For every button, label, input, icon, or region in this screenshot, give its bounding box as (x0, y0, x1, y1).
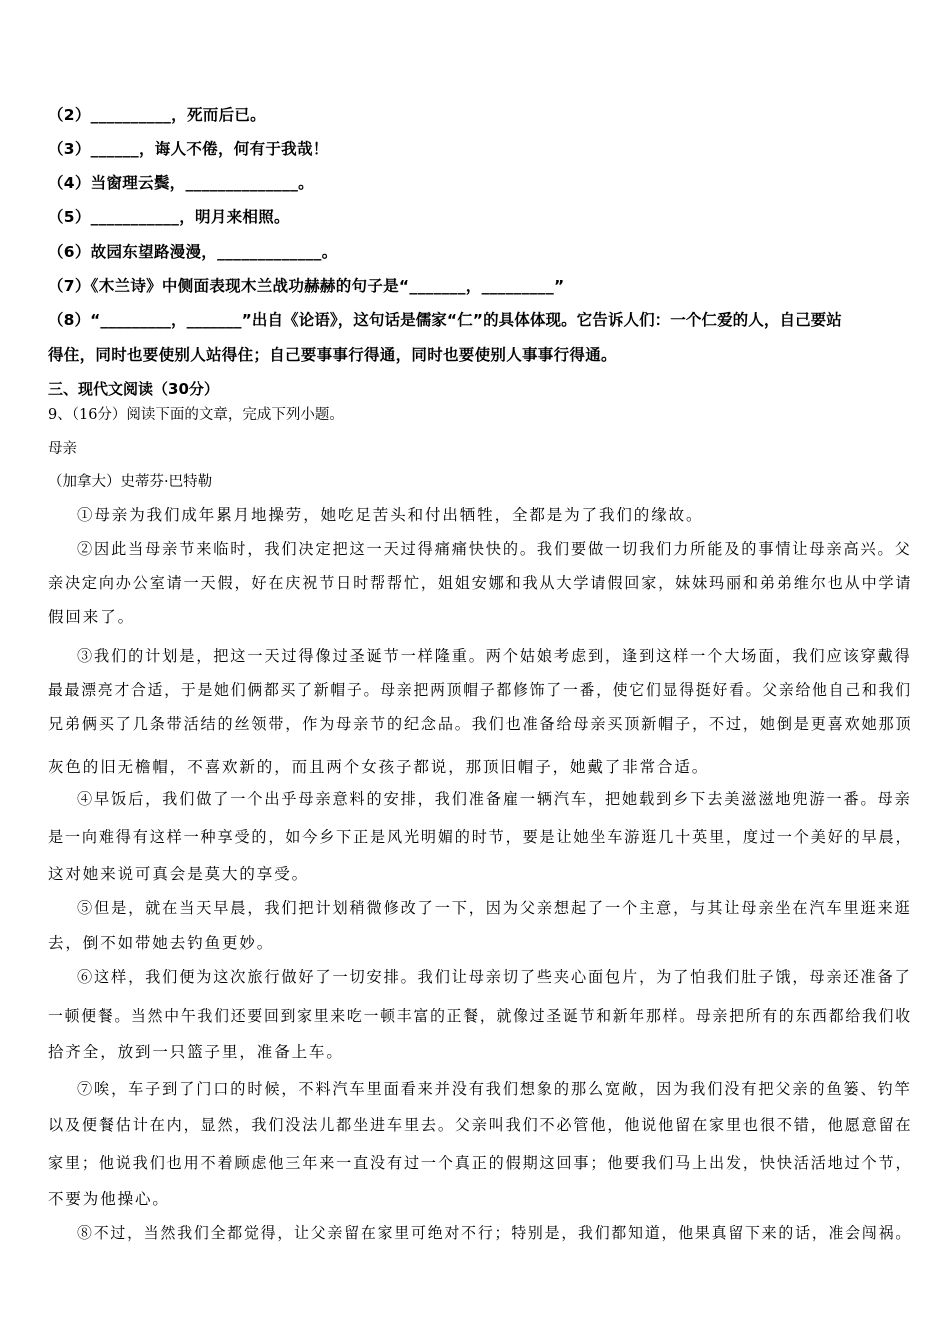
article-line: 亲决定向办公室请一天假，好在庆祝节日时帮帮忙，姐姐安娜和我从大学请假回家，妹妹玛丽和弟弟维尔也从中学请 (48, 574, 913, 592)
article-line: 以及便餐估计在内，显然，我们没法儿都坐进车里去。父亲叫我们不必管他，他说他留在家里也很不错，他愿意留在 (48, 1116, 913, 1134)
article-line: 假回来了。 (48, 608, 136, 626)
question-8: （8）“_________，_______”出自《论语》，这句话是儒家“仁”的具体体现。它告诉人们：一个仁爱的人，自己要站 (48, 311, 842, 329)
article-line: ①母亲为我们成年累月地操劳，她吃足苦头和付出牺牲，全都是为了我们的缘故。 (77, 506, 704, 524)
question-6: （6）故园东望路漫漫，_____________。 (48, 243, 338, 261)
question-7: （7）《木兰诗》中侧面表现木兰战功赫赫的句子是“_______，_________” (48, 277, 565, 295)
question-3: （3）______，诲人不倦，何有于我哉！ (48, 140, 329, 158)
question-8-continued: 得住，同时也要使别人站得住；自己要事事行得通，同时也要使别人事事行得通。 (48, 346, 617, 364)
section-title: 三、现代文阅读（30分） (48, 380, 219, 398)
article-author: （加拿大）史蒂芬·巴特勒 (48, 474, 213, 490)
article-line: ⑦唉，车子到了门口的时候，不料汽车里面看来并没有我们想象的那么宽敞，因为我们没有把父亲的鱼篓、钓竿 (77, 1080, 912, 1098)
article-line: 是一向难得有这样一种享受的，如今乡下正是风光明媚的时节，要是让她坐车游逛几十英里，度过一个美好的早晨， (48, 828, 913, 846)
article-line: 一顿便餐。当然中午我们还要回到家里来吃一顿丰富的正餐，就像过圣诞节和新年那样。母亲把所有的东西都给我们收 (48, 1007, 912, 1025)
article-line: 最最漂亮才合适，于是她们俩都买了新帽子。母亲把两顶帽子都修饰了一番，使它们显得挺好看。父亲给他自己和我们 (48, 681, 912, 699)
article-line: 去，倒不如带她去钓鱼更妙。 (48, 934, 275, 952)
question-4: （4）当窗理云鬓，______________。 (48, 174, 314, 192)
article-line: 家里；他说我们也用不着顾虑他三年来一直没有过一个真正的假期这回事；他要我们马上出发，快快活活地过个节， (48, 1154, 913, 1172)
article-title: 母亲 (48, 441, 77, 457)
article-line: ④早饭后，我们做了一个出乎母亲意料的安排，我们准备雇一辆汽车，把她载到乡下去美滋滋地兜游一番。母亲 (77, 790, 912, 808)
article-line: 灰色的旧无檐帽，不喜欢新的，而且两个女孩子都说，那顶旧帽子，她戴了非常合适。 (48, 758, 710, 776)
article-line: ⑤但是，就在当天早晨，我们把计划稍微修改了一下，因为父亲想起了一个主意，与其让母亲坐在汽车里逛来逛 (77, 899, 912, 917)
article-line: 不要为他操心。 (48, 1190, 170, 1208)
article-line: 兄弟俩买了几条带活结的丝领带，作为母亲节的纪念品。我们也准备给母亲买顶新帽子，不过，她倒是更喜欢她那顶 (48, 715, 913, 733)
article-line: ⑧不过，当然我们全都觉得，让父亲留在家里可绝对不行；特别是，我们都知道，他果真留下来的话，准会闯祸。 (77, 1224, 913, 1242)
section-instruction: 9、（16分）阅读下面的文章，完成下列小题。 (48, 407, 344, 423)
article-line: 拾齐全，放到一只篮子里，准备上车。 (48, 1043, 344, 1061)
article-line: ⑥这样，我们便为这次旅行做好了一切安排。我们让母亲切了些夹心面包片，为了怕我们肚子饿，母亲还准备了 (77, 968, 912, 986)
question-5: （5）___________，明月来相照。 (48, 208, 290, 226)
article-line: ②因此当母亲节来临时，我们决定把这一天过得痛痛快快的。我们要做一切我们力所能及的事情让母亲高兴。父 (77, 540, 912, 558)
article-line: 这对她来说可真会是莫大的享受。 (48, 865, 310, 883)
article-line: ③我们的计划是，把这一天过得像过圣诞节一样隆重。两个姑娘考虑到，逢到这样一个大场面，我们应该穿戴得 (77, 647, 912, 665)
question-2: （2）__________，死而后已。 (48, 106, 266, 124)
